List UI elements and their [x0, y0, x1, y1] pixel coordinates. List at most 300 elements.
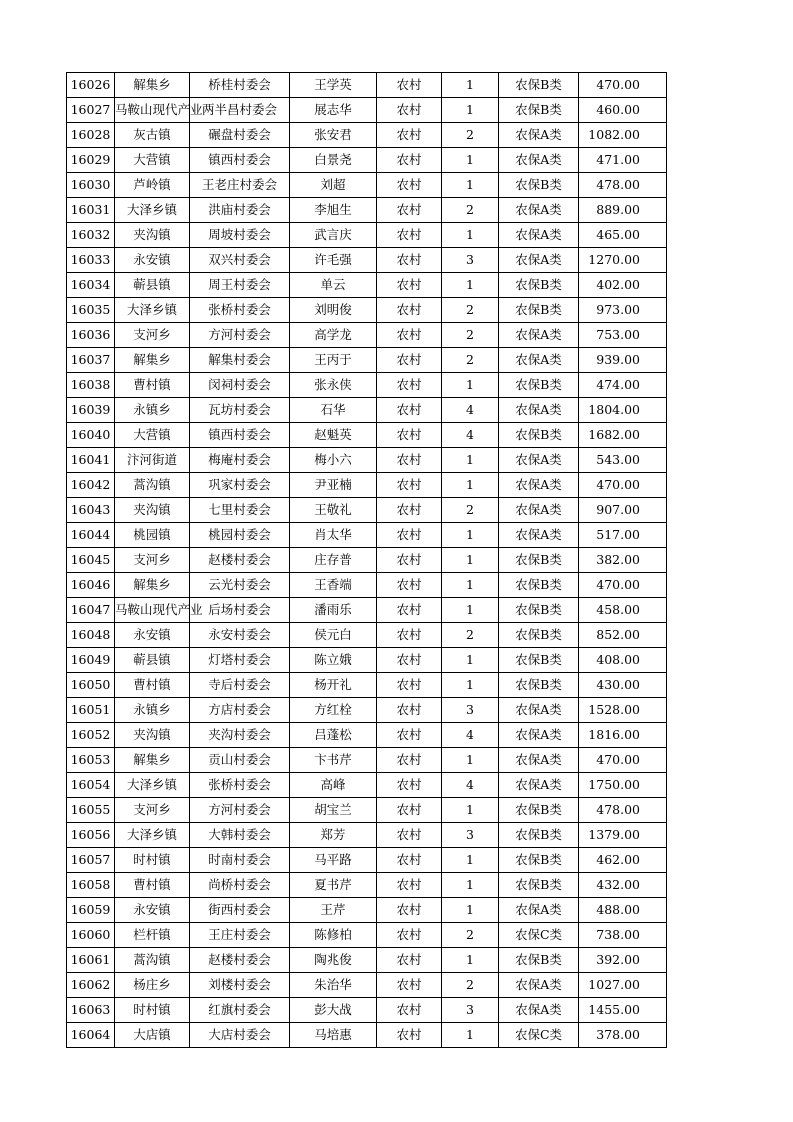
name-cell: 侯元白: [290, 623, 377, 648]
table-row: [67, 673, 667, 698]
amount-cell: 470.00: [579, 573, 667, 598]
name-cell: 夏书芹: [290, 873, 377, 898]
area-type-cell: 农村: [377, 598, 442, 623]
record-id-cell: 16035: [67, 298, 115, 323]
record-id-cell: 16055: [67, 798, 115, 823]
amount-cell: 478.00: [579, 798, 667, 823]
amount-cell: 470.00: [579, 748, 667, 773]
village-committee-cell: 巩家村委会: [190, 473, 290, 498]
household-size-cell: 1: [442, 373, 499, 398]
name-cell: 庄存普: [290, 548, 377, 573]
area-type-cell: 农村: [377, 73, 442, 98]
area-type-cell: 农村: [377, 523, 442, 548]
table-row: [67, 998, 667, 1023]
area-type-cell: 农村: [377, 698, 442, 723]
table-row: [67, 773, 667, 798]
table-row: [67, 273, 667, 298]
village-committee-cell: 时南村委会: [190, 848, 290, 873]
name-cell: 梅小六: [290, 448, 377, 473]
township-cell: 杨庄乡: [115, 973, 190, 998]
record-id-cell: 16042: [67, 473, 115, 498]
record-id-cell: 16026: [67, 73, 115, 98]
name-cell: 高学龙: [290, 323, 377, 348]
record-id-cell: 16064: [67, 1023, 115, 1048]
area-type-cell: 农村: [377, 323, 442, 348]
village-committee-cell: 灯塔村委会: [190, 648, 290, 673]
township-cell: 芦岭镇: [115, 173, 190, 198]
village-committee-cell: 赵楼村委会: [190, 548, 290, 573]
record-id-cell: 16054: [67, 773, 115, 798]
name-cell: 陈修柏: [290, 923, 377, 948]
record-id-cell: 16034: [67, 273, 115, 298]
name-cell: 张安君: [290, 123, 377, 148]
village-committee-cell: 方河村委会: [190, 323, 290, 348]
township-cell: 永镇乡: [115, 398, 190, 423]
amount-cell: 753.00: [579, 323, 667, 348]
amount-cell: 378.00: [579, 1023, 667, 1048]
name-cell: 李旭生: [290, 198, 377, 223]
township-cell: 解集乡: [115, 573, 190, 598]
household-size-cell: 4: [442, 773, 499, 798]
record-id-cell: 16043: [67, 498, 115, 523]
township-cell: 永安镇: [115, 248, 190, 273]
area-type-cell: 农村: [377, 273, 442, 298]
insurance-category-cell: 农保B类: [499, 298, 579, 323]
village-committee-cell: 大韩村委会: [190, 823, 290, 848]
village-committee-cell: 刘楼村委会: [190, 973, 290, 998]
record-id-cell: 16028: [67, 123, 115, 148]
amount-cell: 460.00: [579, 98, 667, 123]
name-cell: 刘超: [290, 173, 377, 198]
area-type-cell: 农村: [377, 298, 442, 323]
record-id-cell: 16040: [67, 423, 115, 448]
village-committee-cell: 尚桥村委会: [190, 873, 290, 898]
insurance-category-cell: 农保B类: [499, 623, 579, 648]
township-cell: 马鞍山现代产业: [115, 598, 190, 623]
township-cell: 解集乡: [115, 73, 190, 98]
amount-cell: 517.00: [579, 523, 667, 548]
record-id-cell: 16032: [67, 223, 115, 248]
area-type-cell: 农村: [377, 923, 442, 948]
area-type-cell: 农村: [377, 673, 442, 698]
name-cell: 刘明俊: [290, 298, 377, 323]
amount-cell: 408.00: [579, 648, 667, 673]
table-row: [67, 548, 667, 573]
household-size-cell: 3: [442, 248, 499, 273]
name-cell: 石华: [290, 398, 377, 423]
name-cell: 尹亚楠: [290, 473, 377, 498]
village-committee-cell: 方店村委会: [190, 698, 290, 723]
name-cell: 杨开礼: [290, 673, 377, 698]
amount-cell: 1270.00: [579, 248, 667, 273]
area-type-cell: 农村: [377, 473, 442, 498]
name-cell: 展志华: [290, 98, 377, 123]
table-row: [67, 73, 667, 98]
amount-cell: 1750.00: [579, 773, 667, 798]
village-committee-cell: 解集村委会: [190, 348, 290, 373]
amount-cell: 738.00: [579, 923, 667, 948]
township-cell: 曹村镇: [115, 873, 190, 898]
insurance-category-cell: 农保A类: [499, 723, 579, 748]
township-cell: 桃园镇: [115, 523, 190, 548]
record-id-cell: 16060: [67, 923, 115, 948]
insurance-category-cell: 农保A类: [499, 698, 579, 723]
amount-cell: 1682.00: [579, 423, 667, 448]
area-type-cell: 农村: [377, 873, 442, 898]
village-committee-cell: 云光村委会: [190, 573, 290, 598]
insurance-category-cell: 农保A类: [499, 498, 579, 523]
household-size-cell: 2: [442, 348, 499, 373]
insurance-category-cell: 农保A类: [499, 323, 579, 348]
village-committee-cell: 两半昌村委会: [190, 98, 290, 123]
record-id-cell: 16058: [67, 873, 115, 898]
household-size-cell: 4: [442, 723, 499, 748]
name-cell: 方红栓: [290, 698, 377, 723]
village-committee-cell: 瓦坊村委会: [190, 398, 290, 423]
name-cell: 王丙于: [290, 348, 377, 373]
table-row: [67, 498, 667, 523]
household-size-cell: 1: [442, 1023, 499, 1048]
insurance-category-cell: 农保A类: [499, 248, 579, 273]
record-id-cell: 16048: [67, 623, 115, 648]
household-size-cell: 1: [442, 848, 499, 873]
record-id-cell: 16044: [67, 523, 115, 548]
name-cell: 马培惠: [290, 1023, 377, 1048]
township-cell: 时村镇: [115, 998, 190, 1023]
name-cell: 白景尧: [290, 148, 377, 173]
household-size-cell: 4: [442, 423, 499, 448]
amount-cell: 432.00: [579, 873, 667, 898]
table-row: [67, 973, 667, 998]
insurance-category-cell: 农保A类: [499, 148, 579, 173]
area-type-cell: 农村: [377, 548, 442, 573]
area-type-cell: 农村: [377, 373, 442, 398]
insurance-category-cell: 农保B类: [499, 273, 579, 298]
household-size-cell: 2: [442, 623, 499, 648]
table-row: [67, 748, 667, 773]
table-row: [67, 423, 667, 448]
table-row: [67, 448, 667, 473]
area-type-cell: 农村: [377, 898, 442, 923]
township-cell: 栏杆镇: [115, 923, 190, 948]
area-type-cell: 农村: [377, 798, 442, 823]
insurance-category-cell: 农保B类: [499, 848, 579, 873]
township-cell: 夹沟镇: [115, 498, 190, 523]
amount-cell: 1804.00: [579, 398, 667, 423]
insurance-category-cell: 农保A类: [499, 123, 579, 148]
insurance-category-cell: 农保A类: [499, 748, 579, 773]
township-cell: 灰古镇: [115, 123, 190, 148]
amount-cell: 462.00: [579, 848, 667, 873]
village-committee-cell: 碾盘村委会: [190, 123, 290, 148]
table-row: [67, 123, 667, 148]
household-size-cell: 1: [442, 273, 499, 298]
village-committee-cell: 永安村委会: [190, 623, 290, 648]
amount-cell: 1455.00: [579, 998, 667, 1023]
insurance-category-cell: 农保A类: [499, 398, 579, 423]
amount-cell: 488.00: [579, 898, 667, 923]
record-id-cell: 16051: [67, 698, 115, 723]
amount-cell: 458.00: [579, 598, 667, 623]
amount-cell: 1816.00: [579, 723, 667, 748]
township-cell: 蕲县镇: [115, 273, 190, 298]
area-type-cell: 农村: [377, 198, 442, 223]
amount-cell: 478.00: [579, 173, 667, 198]
township-cell: 夹沟镇: [115, 223, 190, 248]
record-id-cell: 16039: [67, 398, 115, 423]
township-cell: 马鞍山现代产业: [115, 98, 190, 123]
name-cell: 赵魁英: [290, 423, 377, 448]
record-id-cell: 16027: [67, 98, 115, 123]
household-size-cell: 1: [442, 223, 499, 248]
village-committee-cell: 大店村委会: [190, 1023, 290, 1048]
area-type-cell: 农村: [377, 398, 442, 423]
township-cell: 永镇乡: [115, 698, 190, 723]
table-row: [67, 573, 667, 598]
record-id-cell: 16056: [67, 823, 115, 848]
name-cell: 陈立娥: [290, 648, 377, 673]
table-row: [67, 248, 667, 273]
name-cell: 卞书芹: [290, 748, 377, 773]
name-cell: 单云: [290, 273, 377, 298]
household-size-cell: 1: [442, 473, 499, 498]
township-cell: 曹村镇: [115, 673, 190, 698]
household-size-cell: 1: [442, 448, 499, 473]
village-committee-cell: 闵祠村委会: [190, 373, 290, 398]
village-committee-cell: 镇西村委会: [190, 148, 290, 173]
table-row: [67, 173, 667, 198]
area-type-cell: 农村: [377, 623, 442, 648]
table-row: [67, 848, 667, 873]
village-committee-cell: 双兴村委会: [190, 248, 290, 273]
amount-cell: 1027.00: [579, 973, 667, 998]
amount-cell: 471.00: [579, 148, 667, 173]
name-cell: 武言庆: [290, 223, 377, 248]
village-committee-cell: 张桥村委会: [190, 298, 290, 323]
area-type-cell: 农村: [377, 123, 442, 148]
village-committee-cell: 街西村委会: [190, 898, 290, 923]
village-committee-cell: 周王村委会: [190, 273, 290, 298]
record-id-cell: 16046: [67, 573, 115, 598]
record-id-cell: 16037: [67, 348, 115, 373]
table-row: [67, 373, 667, 398]
household-size-cell: 1: [442, 598, 499, 623]
amount-cell: 1528.00: [579, 698, 667, 723]
insurance-category-cell: 农保A类: [499, 473, 579, 498]
record-id-cell: 16061: [67, 948, 115, 973]
area-type-cell: 农村: [377, 648, 442, 673]
record-id-cell: 16036: [67, 323, 115, 348]
area-type-cell: 农村: [377, 173, 442, 198]
household-size-cell: 3: [442, 823, 499, 848]
insurance-category-cell: 农保A类: [499, 348, 579, 373]
record-id-cell: 16031: [67, 198, 115, 223]
household-size-cell: 1: [442, 73, 499, 98]
village-committee-cell: 夹沟村委会: [190, 723, 290, 748]
area-type-cell: 农村: [377, 423, 442, 448]
area-type-cell: 农村: [377, 223, 442, 248]
household-size-cell: 2: [442, 298, 499, 323]
amount-cell: 382.00: [579, 548, 667, 573]
insurance-category-cell: 农保B类: [499, 948, 579, 973]
name-cell: 肖太华: [290, 523, 377, 548]
name-cell: 王敬礼: [290, 498, 377, 523]
insurance-category-cell: 农保B类: [499, 873, 579, 898]
table-row: [67, 223, 667, 248]
insurance-category-cell: 农保B类: [499, 373, 579, 398]
name-cell: 许毛强: [290, 248, 377, 273]
name-cell: 王芹: [290, 898, 377, 923]
record-id-cell: 16062: [67, 973, 115, 998]
household-size-cell: 1: [442, 798, 499, 823]
amount-cell: 465.00: [579, 223, 667, 248]
table-row: [67, 923, 667, 948]
household-size-cell: 2: [442, 123, 499, 148]
household-size-cell: 1: [442, 98, 499, 123]
insurance-category-cell: 农保B类: [499, 648, 579, 673]
area-type-cell: 农村: [377, 823, 442, 848]
insurance-category-cell: 农保B类: [499, 823, 579, 848]
area-type-cell: 农村: [377, 948, 442, 973]
name-cell: 朱治华: [290, 973, 377, 998]
insurance-category-cell: 农保C类: [499, 1023, 579, 1048]
amount-cell: 852.00: [579, 623, 667, 648]
household-size-cell: 1: [442, 148, 499, 173]
insurance-category-cell: 农保A类: [499, 773, 579, 798]
table-row: [67, 298, 667, 323]
village-committee-cell: 周坡村委会: [190, 223, 290, 248]
record-id-cell: 16047: [67, 598, 115, 623]
table-body: [67, 73, 667, 1048]
household-size-cell: 2: [442, 323, 499, 348]
area-type-cell: 农村: [377, 98, 442, 123]
table-row: [67, 473, 667, 498]
insurance-category-cell: 农保A类: [499, 898, 579, 923]
table-row: [67, 148, 667, 173]
amount-cell: 543.00: [579, 448, 667, 473]
household-size-cell: 2: [442, 973, 499, 998]
household-size-cell: 1: [442, 673, 499, 698]
township-cell: 永安镇: [115, 623, 190, 648]
name-cell: 王学英: [290, 73, 377, 98]
township-cell: 解集乡: [115, 348, 190, 373]
household-size-cell: 1: [442, 573, 499, 598]
area-type-cell: 农村: [377, 248, 442, 273]
household-size-cell: 1: [442, 898, 499, 923]
record-id-cell: 16057: [67, 848, 115, 873]
insurance-category-cell: 农保A类: [499, 998, 579, 1023]
insurance-category-cell: 农保C类: [499, 923, 579, 948]
table-row: [67, 798, 667, 823]
household-size-cell: 1: [442, 748, 499, 773]
insurance-category-cell: 农保B类: [499, 573, 579, 598]
township-cell: 支河乡: [115, 798, 190, 823]
township-cell: 汴河街道: [115, 448, 190, 473]
insurance-category-cell: 农保A类: [499, 198, 579, 223]
name-cell: 高峰: [290, 773, 377, 798]
insurance-category-cell: 农保B类: [499, 73, 579, 98]
table-row: [67, 648, 667, 673]
amount-cell: 889.00: [579, 198, 667, 223]
table-row: [67, 348, 667, 373]
township-cell: 曹村镇: [115, 373, 190, 398]
area-type-cell: 农村: [377, 998, 442, 1023]
relief-records-table: [66, 72, 667, 1048]
township-cell: 大泽乡镇: [115, 823, 190, 848]
name-cell: 张永侠: [290, 373, 377, 398]
amount-cell: 470.00: [579, 473, 667, 498]
table-row: [67, 523, 667, 548]
amount-cell: 402.00: [579, 273, 667, 298]
village-committee-cell: 后场村委会: [190, 598, 290, 623]
record-id-cell: 16033: [67, 248, 115, 273]
name-cell: 吕蓬松: [290, 723, 377, 748]
township-cell: 大店镇: [115, 1023, 190, 1048]
township-cell: 蒿沟镇: [115, 948, 190, 973]
township-cell: 大营镇: [115, 148, 190, 173]
household-size-cell: 1: [442, 948, 499, 973]
household-size-cell: 1: [442, 873, 499, 898]
village-committee-cell: 王老庄村委会: [190, 173, 290, 198]
amount-cell: 392.00: [579, 948, 667, 973]
insurance-category-cell: 农保A类: [499, 523, 579, 548]
area-type-cell: 农村: [377, 148, 442, 173]
village-committee-cell: 桥桂村委会: [190, 73, 290, 98]
village-committee-cell: 洪庙村委会: [190, 198, 290, 223]
village-committee-cell: 王庄村委会: [190, 923, 290, 948]
area-type-cell: 农村: [377, 498, 442, 523]
village-committee-cell: 张桥村委会: [190, 773, 290, 798]
village-committee-cell: 贡山村委会: [190, 748, 290, 773]
township-cell: 蒿沟镇: [115, 473, 190, 498]
record-id-cell: 16030: [67, 173, 115, 198]
household-size-cell: 1: [442, 173, 499, 198]
name-cell: 胡宝兰: [290, 798, 377, 823]
table-row: [67, 723, 667, 748]
household-size-cell: 1: [442, 548, 499, 573]
township-cell: 永安镇: [115, 898, 190, 923]
village-committee-cell: 七里村委会: [190, 498, 290, 523]
insurance-category-cell: 农保B类: [499, 423, 579, 448]
amount-cell: 907.00: [579, 498, 667, 523]
township-cell: 大泽乡镇: [115, 773, 190, 798]
insurance-category-cell: 农保B类: [499, 673, 579, 698]
record-id-cell: 16049: [67, 648, 115, 673]
name-cell: 陶兆俊: [290, 948, 377, 973]
table-row: [67, 398, 667, 423]
township-cell: 大泽乡镇: [115, 198, 190, 223]
table-row: [67, 198, 667, 223]
insurance-category-cell: 农保A类: [499, 448, 579, 473]
area-type-cell: 农村: [377, 723, 442, 748]
township-cell: 解集乡: [115, 748, 190, 773]
insurance-category-cell: 农保B类: [499, 98, 579, 123]
amount-cell: 1082.00: [579, 123, 667, 148]
amount-cell: 1379.00: [579, 823, 667, 848]
record-id-cell: 16045: [67, 548, 115, 573]
table-row: [67, 698, 667, 723]
table-row: [67, 623, 667, 648]
village-committee-cell: 镇西村委会: [190, 423, 290, 448]
area-type-cell: 农村: [377, 573, 442, 598]
insurance-category-cell: 农保B类: [499, 548, 579, 573]
name-cell: 马平路: [290, 848, 377, 873]
area-type-cell: 农村: [377, 348, 442, 373]
record-id-cell: 16029: [67, 148, 115, 173]
township-cell: 支河乡: [115, 548, 190, 573]
household-size-cell: 3: [442, 698, 499, 723]
table-row: [67, 98, 667, 123]
